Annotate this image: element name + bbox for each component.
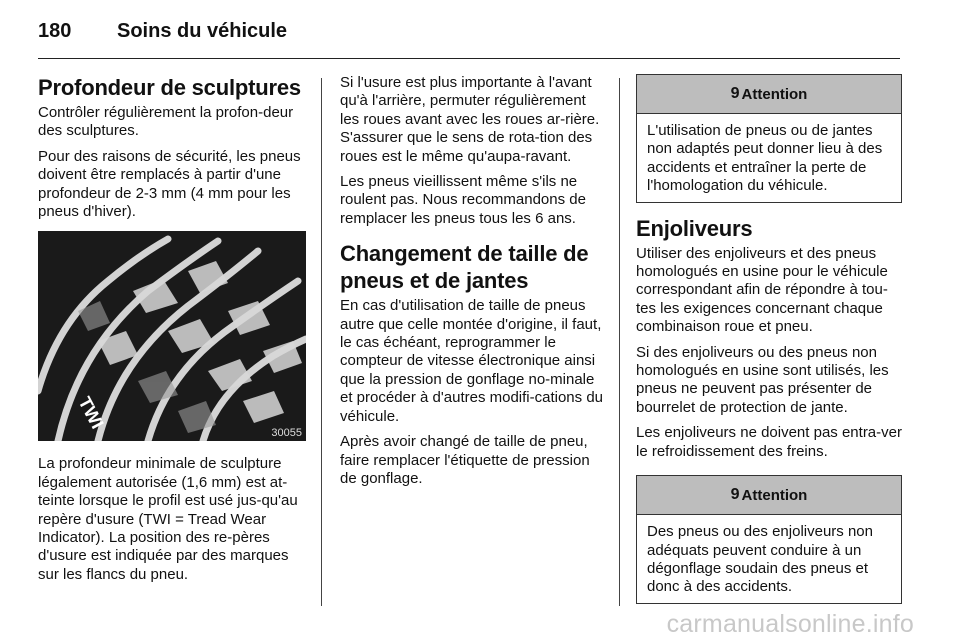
paragraph: Pour des raisons de sécurité, les pneus doivent être remplacés à partir d'une profondeur de 2-3 mm (4 mm pour les pneus d'hiver).: [38, 147, 301, 221]
column-3: [636, 74, 902, 616]
twi-label: TWI: [74, 393, 108, 433]
column-divider: [619, 78, 620, 606]
warning-title: Attention: [741, 85, 808, 103]
paragraph: En cas d'utilisation de taille de pneus autre que celle montée d'origine, il faut, le cas échéant, reprogrammer le compteur de vitesse électronique ainsi que la pression de gonflage no-minale et procéder à d'autres modifi-cations du véhicule.: [340, 297, 604, 425]
paragraph: La profondeur minimale de sculpture légalement autorisée (1,6 mm) est at-teinte lorsque le profil est usé jus-qu'au repère d'usure (TWI = Tread Wear Indicator). La position des re-pères d'usure est indiquée par des marques sur les flancs du pneu.: [38, 455, 298, 583]
warning-box: [636, 74, 902, 203]
header-divider: [38, 58, 900, 59]
paragraph: Utiliser des enjoliveurs et des pneus homologués en usine pour le véhicule correspondant afin de répondre à tou-tes les exigences concernant chaque combinaison roue et pneu.: [636, 244, 888, 336]
heading-hubcaps: Enjoliveurs: [636, 215, 753, 241]
paragraph: Contrôler régulièrement la profon-deur des sculptures.: [38, 104, 294, 140]
warning-header: [637, 476, 901, 515]
warning-title: Attention: [741, 486, 808, 504]
paragraph: Si des enjoliveurs ou des pneus non homologués en usine sont utilisés, les pneus ne peuvent pas présenter de bourrelet de protection de jante.: [636, 343, 889, 416]
section-title: Soins du véhicule: [117, 20, 288, 42]
figure-id: 30055: [271, 427, 302, 440]
paragraph: Les pneus vieillissent même s'ils ne roulent pas. Nous recommandons de remplacer les pneus tous les 6 ans.: [340, 173, 586, 227]
warning-triangle-icon: 9: [730, 85, 740, 102]
paragraph: Les enjoliveurs ne doivent pas entra-ver le refroidissement des freins.: [636, 424, 902, 460]
warning-text: L'utilisation de pneus ou de jantes non adaptés peut donner lieu à des accidents et entraîner la perte de l'homologation du véhicule.: [647, 122, 883, 195]
warning-header: [637, 75, 901, 114]
warning-text: Des pneus ou des enjoliveurs non adéquats peuvent conduire à un dégonflage soudain des pneus et donc à des accidents.: [647, 523, 873, 596]
heading-tire-size-change: Changement de taille de pneus et de jantes: [340, 241, 589, 294]
warning-box: [636, 475, 902, 604]
heading-tread-depth: Profondeur de sculptures: [38, 75, 301, 100]
column-divider: [321, 78, 322, 606]
tire-tread-image: [38, 231, 306, 441]
paragraph: Après avoir changé de taille de pneu, faire remplacer l'étiquette de pression de gonflage.: [340, 433, 590, 487]
page-number: 180: [38, 20, 72, 42]
watermark: carmanualsonline.info: [666, 610, 914, 638]
column-1: [38, 74, 306, 591]
warning-triangle-icon: 9: [730, 486, 740, 504]
paragraph: Si l'usure est plus importante à l'avant qu'à l'arrière, permuter régulièrement les roues avant avec les roues ar-rière. S'assurer que le sens de rota-tion des roues est le même qu'aupa-ravant.: [340, 74, 600, 165]
column-2: [340, 74, 606, 495]
